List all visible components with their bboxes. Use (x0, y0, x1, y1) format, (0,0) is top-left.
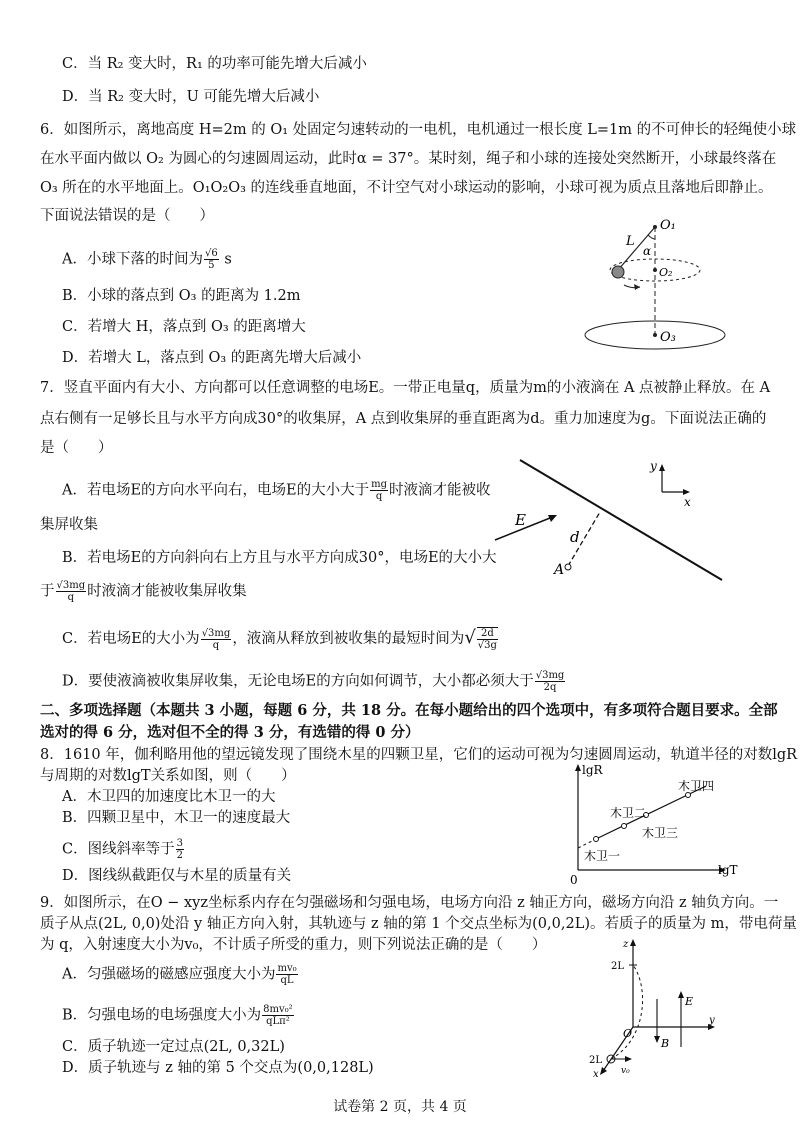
q6-stem-line3: O₃ 所在的水平地面上。O₁O₂O₃ 的连线垂直地面，不计空气对小球运动的影响，小球可视为质点且落地后即静止。 (40, 180, 773, 196)
sqrt-sign: √ (464, 627, 476, 648)
label-l: L (626, 234, 635, 249)
q6-option-a (62, 248, 232, 271)
point-a (565, 564, 571, 570)
fraction (56, 580, 87, 603)
q7-option-d-text: D．要使液滴被收集屏收集，无论电场E的方向如何调节，大小都必须大于 (62, 673, 534, 690)
q7-option-c-text: C．若电场E的大小为 (62, 631, 200, 647)
intercept-extension (578, 839, 596, 848)
numerator: √6 (204, 248, 218, 259)
denominator: q (212, 639, 220, 651)
label-y: y (709, 1015, 715, 1026)
numerator: √3mg (201, 627, 231, 639)
q7-option-a-text: A．若电场E的方向水平向右，电场E的大小大于 (62, 482, 370, 499)
label-moon-4: 木卫四 (678, 779, 715, 793)
label-o: O (623, 1027, 633, 1040)
q6-option-b: B．小球的落点到 O₃ 的距离为 1.2m (62, 288, 301, 304)
moon-point-4 (686, 793, 691, 798)
numerator: 8mv₀² (263, 1004, 293, 1015)
q6-stem-line4: 下面说法错误的是（ ） (40, 208, 214, 224)
label-v0: v₀ (621, 1066, 630, 1076)
label-o1: O₁ (660, 218, 676, 233)
fraction (201, 628, 232, 651)
q6-option-d: D．若增大 L，落点到 O₃ 的距离先增大后减小 (62, 350, 362, 366)
label-alpha: α (643, 244, 652, 258)
moon-point-2 (622, 824, 627, 829)
label-x: x (593, 1069, 599, 1080)
section2-header-line2: 选对的得 6 分，选对但不全的得 3 分，有选错的得 0 分） (40, 724, 420, 741)
numerator: √3mg (56, 580, 86, 591)
fraction (176, 838, 184, 861)
q9-stem-line3: 为 q，入射速度大小为v₀，不计质子所受的重力，则下列说法正确的是（ ） (40, 937, 547, 953)
q9-option-a (62, 963, 299, 986)
q6-option-c: C．若增大 H，落点到 O₃ 的距离增大 (62, 319, 306, 335)
fraction (535, 670, 566, 693)
denominator: qLπ² (266, 1016, 290, 1027)
q8-option-c-text: C．图线斜率等于 (62, 841, 175, 858)
q6-stem-line1: 6．如图所示，离地高度 H=2m 的 O₁ 处固定匀速转动的一电机，电机通过一根长度 L=1m 的不可伸长的轻绳使小球 (40, 122, 797, 138)
q9-option-c: C．质子轨迹一定过点(2L, 0,32L) (62, 1039, 285, 1055)
numerator: mg (371, 479, 388, 490)
e-arrowhead (678, 991, 684, 998)
label-a: A (554, 562, 565, 578)
label-y: y (650, 459, 657, 473)
q7-stem-line1: 7．竖直平面内有大小、方向都可以任意调整的电场E。一带正电量q，质量为m的小液滴在 A 点被静止释放。在 A (40, 380, 771, 396)
q9-stem-line2: 质子从点(2L, 0,0)处沿 y 轴正方向入射，其轨迹与 z 轴的第 1 个交点坐标为(0,0,2L)。若质子的质量为 m，带电荷量 (40, 916, 797, 932)
q9-stem-line1: 9．如图所示，在O − xyz坐标系内存在匀强磁场和匀强电场，电场方向沿 z 轴正方向，磁场方向沿 z 轴负方向。一 (40, 895, 779, 911)
q6-stem-line2: 在水平面内做以 O₂ 为圆心的匀速圆周运动，此时α = 37°。某时刻，绳子和小球的连接处突然断开，小球最终落在 (40, 151, 777, 167)
denominator: √3g (477, 640, 497, 651)
numerator: 2d (477, 628, 498, 640)
q7-option-d (62, 670, 566, 693)
b-arrowhead (654, 1036, 660, 1043)
q8-option-c (62, 838, 185, 861)
label-e: E (515, 511, 526, 529)
axis-label-lgt: lgT (718, 863, 738, 877)
q5-option-d: D．当 R₂ 变大时，U 可能先增大后减小 (62, 89, 320, 105)
z-arrowhead (630, 939, 636, 946)
q6-option-a-text: A．小球下落的时间为 (62, 251, 203, 268)
q7-option-a-tail: 时液滴才能被收 (389, 482, 491, 499)
label-e: E (685, 995, 694, 1008)
origin-label: 0 (570, 873, 578, 887)
q7-option-a (62, 479, 491, 502)
label-o2: O₂ (659, 266, 673, 279)
fraction (370, 479, 388, 502)
o3-point (653, 333, 657, 337)
q7-stem-line3: 是（ ） (40, 440, 113, 456)
x-arrowhead (600, 1067, 607, 1075)
label-z: z (623, 939, 629, 950)
q7-option-c-mid: ，液滴从释放到被收集的最短时间为 (232, 631, 465, 647)
q8-figure (560, 760, 750, 890)
numerator: 3 (176, 838, 183, 849)
rotation-arrowhead (634, 284, 640, 290)
q8-stem-line1: 8．1610 年，伽利略用他的望远镜发现了围绕木星的四颗卫星，它们的运动可视为匀速圆周运动，轨道半径的对数lgR (40, 747, 798, 763)
label-2l-x: 2L (589, 1055, 603, 1066)
axis-label-lgr: lgR (582, 763, 603, 777)
ball (612, 266, 624, 278)
label-moon-1: 木卫一 (584, 849, 621, 863)
q9-option-b (62, 1004, 295, 1027)
q7-figure (490, 450, 750, 590)
q7-option-b: B．若电场E的方向斜向右上方且与水平方向成30°，电场E的大小大 (62, 550, 497, 566)
alpha-arc (648, 235, 655, 239)
label-x: x (684, 495, 691, 509)
o1-point (653, 225, 657, 229)
moon-point-1 (594, 837, 599, 842)
q7-option-b-tail: 时液滴才能被收集屏收集 (87, 583, 247, 600)
unit: s (219, 251, 232, 268)
section2-header-line1: 二、多项选择题（本题共 3 小题，每题 6 分，共 18 分。在每小题给出的四个选项中，有多项符合题目要求。全部 (40, 702, 778, 719)
fraction (204, 248, 219, 271)
q8-option-d: D．图线纵截距仅与木星的质量有关 (62, 868, 292, 884)
q7-option-b-pre: 于 (40, 583, 55, 600)
q7-stem-line2: 点右侧有一足够长且与水平方向成30°的收集屏，A 点到收集屏的垂直距离为d。重力加速度为g。下面说法正确的 (40, 411, 767, 427)
q8-stem-line2: 与周期的对数lgT关系如图，则（ ） (40, 768, 296, 784)
denominator: q (375, 491, 383, 502)
q7-option-c (62, 627, 499, 651)
numerator: mv₀ (277, 963, 297, 974)
q7-option-b-line2 (40, 580, 247, 603)
denominator: qL (280, 975, 294, 986)
v0-arrowhead (625, 1056, 632, 1062)
q9-option-b-text: B．匀强电场的电场强度大小为 (62, 1007, 262, 1024)
numerator: √3mg (535, 670, 565, 681)
label-moon-2: 木卫二 (610, 806, 647, 820)
fraction (477, 627, 498, 651)
denominator: 2q (543, 682, 557, 693)
label-b: B (661, 1037, 670, 1050)
page-footer: 试卷第 2 页，共 4 页 (333, 1099, 467, 1115)
fraction (276, 963, 297, 986)
q9-option-a-text: A．匀强磁场的磁感应强度大小为 (62, 966, 276, 983)
label-o3: O₃ (660, 330, 676, 345)
denominator: 2 (176, 850, 183, 861)
label-moon-3: 木卫三 (642, 826, 679, 840)
q9-figure (585, 935, 725, 1085)
label-d: d (570, 528, 580, 546)
q9-option-d: D．质子轨迹与 z 轴的第 5 个交点为(0,0,128L) (62, 1060, 374, 1076)
q8-option-a: A．木卫四的加速度比木卫一的大 (62, 789, 276, 805)
lgr-arrowhead (575, 764, 581, 771)
o2-point (653, 268, 657, 272)
y-arrowhead (659, 464, 665, 471)
trajectory (611, 965, 643, 1059)
fraction (262, 1004, 294, 1027)
q6-figure (580, 215, 770, 355)
q7-option-a-line2: 集屏收集 (40, 517, 98, 533)
denominator: q (67, 592, 75, 603)
denominator: 5 (208, 260, 215, 271)
label-2l-z: 2L (611, 961, 625, 972)
q5-option-c: C．当 R₂ 变大时，R₁ 的功率可能先增大后减小 (62, 56, 367, 72)
q8-option-b: B．四颗卫星中，木卫一的速度最大 (62, 810, 291, 826)
